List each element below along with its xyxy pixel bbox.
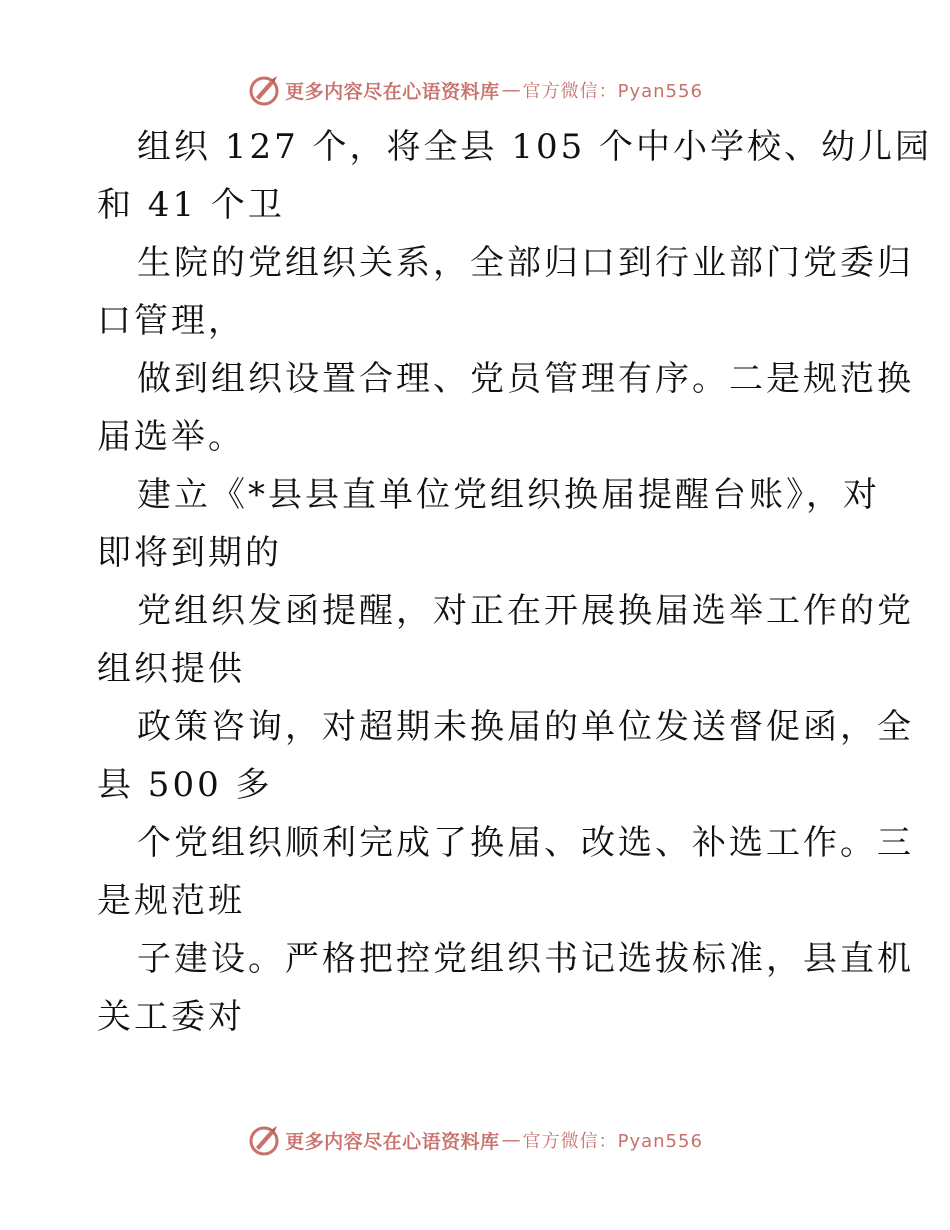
- banner-dash: —: [501, 1129, 521, 1151]
- text-line: 子建设。严格把控党组织书记选拔标准，县直机: [137, 939, 914, 979]
- text-line: 做到组织设置合理、党员管理有序。二是规范换: [137, 359, 914, 399]
- banner-title: 更多内容尽在心语资料库: [285, 80, 500, 103]
- text-line: 组织 127 个，将全县 105 个中小学校、幼儿园: [137, 127, 933, 167]
- banner-contact: 官方微信：Pyan556: [522, 81, 703, 102]
- quill-circle-icon: [247, 1123, 281, 1157]
- text-line: 组织提供: [97, 649, 245, 689]
- header-banner: [0, 70, 950, 110]
- text-line: 和 41 个卫: [97, 185, 285, 225]
- text-line: 口管理，: [97, 301, 245, 341]
- quill-circle-icon: [247, 73, 281, 107]
- text-line: 县 500 多: [97, 765, 273, 805]
- text-line: 即将到期的: [97, 533, 282, 573]
- text-line: 建立《*县县直单位党组织换届提醒台账》，对: [137, 475, 880, 515]
- text-line: 生院的党组织关系，全部归口到行业部门党委归: [137, 243, 914, 283]
- text-line: 是规范班: [97, 881, 245, 921]
- banner-title: 更多内容尽在心语资料库: [285, 1130, 500, 1153]
- text-line: 政策咨询，对超期未换届的单位发送督促函，全: [137, 707, 914, 747]
- text-line: 个党组织顺利完成了换届、改选、补选工作。三: [137, 823, 914, 863]
- text-line: 届选举。: [97, 417, 245, 457]
- text-line: 关工委对: [97, 997, 245, 1037]
- text-line: 党组织发函提醒，对正在开展换届选举工作的党: [137, 591, 914, 631]
- footer-banner: [0, 1120, 950, 1160]
- document-body: [97, 118, 933, 1046]
- banner-dash: —: [501, 79, 521, 101]
- banner-contact: 官方微信：Pyan556: [522, 1131, 703, 1152]
